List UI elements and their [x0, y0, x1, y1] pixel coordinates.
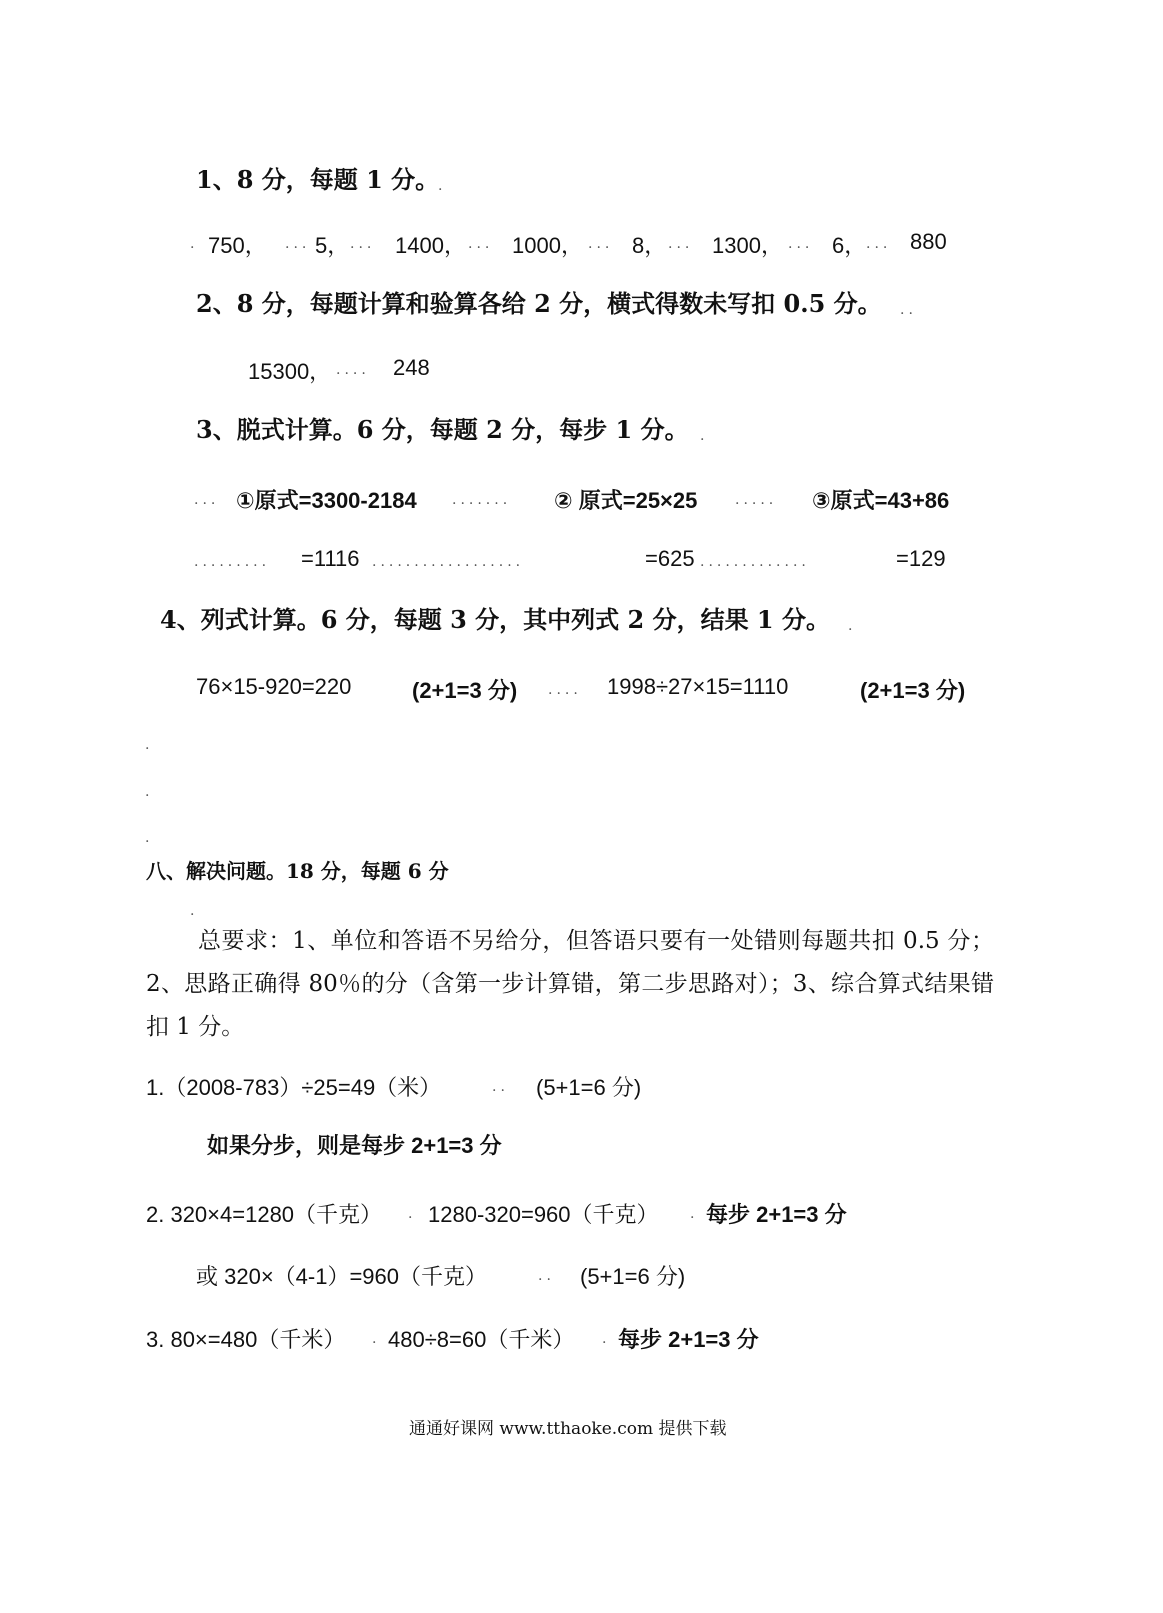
dot-leader: ....... [452, 492, 512, 508]
q4-score: (2+1=3 分) [860, 678, 966, 703]
dot-leader: ......... [194, 554, 271, 570]
dot-leader: ... [866, 236, 892, 252]
dot-leader: . [690, 1206, 699, 1222]
dot-leader: . [438, 178, 447, 194]
q4-expression: 76×15-920=220 [196, 674, 352, 699]
q1-answer: 750， [208, 233, 267, 258]
dot-leader: . [145, 737, 154, 753]
dot-leader: .. [538, 1268, 555, 1284]
q1-answer: 1300， [712, 233, 783, 258]
q1-answer: 5， [315, 233, 350, 258]
q1-answer: 1400， [395, 233, 466, 258]
section-heading: 八、解决问题。18 分，每题 6 分 [146, 859, 449, 883]
dot-leader: ... [788, 236, 814, 252]
dot-leader: ... [285, 236, 311, 252]
dot-leader: . [408, 1206, 417, 1222]
q1-answer: 880 [910, 229, 947, 254]
q3-formula: ①原式=3300-2184 [236, 488, 417, 513]
q1-answer: 8， [632, 233, 667, 258]
dot-leader: ... [468, 236, 494, 252]
q3-title: 3、脱式计算。6 分，每题 2 分，每步 1 分。 [196, 415, 689, 444]
dot-leader: ... [194, 492, 220, 508]
dot-leader: . [372, 1331, 381, 1347]
dot-leader: . [190, 236, 199, 252]
problem-1-expression: 1.（2008-783）÷25=49（米） [146, 1075, 442, 1100]
problem-3-score: 每步 2+1=3 分 [618, 1327, 759, 1352]
dot-leader: ... [668, 236, 694, 252]
dot-leader: . [145, 830, 154, 846]
general-requirements: 总要求：1、单位和答语不另给分，但答语只要有一处错则每题共扣 0.5 分；2、思路正确得 80％的分（含第一步计算错，第二步思路对）；3、综合算式结果错扣 1 分。 [146, 928, 994, 1040]
q4-expression: 1998÷27×15=1110 [607, 674, 789, 699]
dot-leader: . [190, 903, 199, 919]
q3-result: =129 [896, 546, 946, 571]
dot-leader: . [145, 784, 154, 800]
problem-3-step-1: 3. 80×=480（千米） [146, 1327, 346, 1352]
problem-2-step-2: 1280-320=960（千克） [428, 1202, 659, 1227]
q2-answer: 248 [393, 355, 430, 380]
dot-leader: . [602, 1331, 611, 1347]
problem-3-step-2: 480÷8=60（千米） [388, 1327, 575, 1352]
problem-2-alt-expression: 或 320×（4-1）=960（千克） [196, 1264, 488, 1289]
dot-leader: .... [336, 362, 370, 378]
q1-title: 1、8 分，每题 1 分。 [196, 165, 440, 194]
problem-2-alt-score: (5+1=6 分) [580, 1264, 686, 1289]
dot-leader: .. [492, 1079, 509, 1095]
q3-result: =625 [645, 546, 695, 571]
footer-credit: 通通好课网 www.tthaoke.com 提供下载 [409, 1419, 727, 1439]
q4-score: (2+1=3 分) [412, 678, 518, 703]
q4-title: 4、列式计算。6 分，每题 3 分，其中列式 2 分，结果 1 分。 [160, 605, 830, 634]
problem-1-note: 如果分步，则是每步 2+1=3 分 [207, 1133, 502, 1158]
problem-2-score: 每步 2+1=3 分 [706, 1202, 847, 1227]
dot-leader: ... [588, 236, 614, 252]
q3-result: =1116 [301, 546, 360, 571]
dot-leader: ............. [700, 554, 810, 570]
q3-formula: ② 原式=25×25 [554, 488, 698, 513]
dot-leader: ..... [735, 492, 778, 508]
q3-formula: ③原式=43+86 [812, 488, 950, 513]
problem-2-step-1: 2. 320×4=1280（千克） [146, 1202, 383, 1227]
q2-title: 2、8 分，每题计算和验算各给 2 分，横式得数未写扣 0.5 分。 [196, 289, 882, 318]
dot-leader: . [848, 618, 857, 634]
q1-answer: 6， [832, 233, 867, 258]
dot-leader: . [700, 428, 709, 444]
q2-answer: 15300， [248, 359, 332, 384]
problem-1-score: (5+1=6 分) [536, 1075, 642, 1100]
dot-leader: .. [900, 302, 917, 318]
dot-leader: .... [548, 682, 582, 698]
q1-answer: 1000， [512, 233, 583, 258]
dot-leader: .................. [372, 554, 525, 570]
dot-leader: ... [350, 236, 376, 252]
